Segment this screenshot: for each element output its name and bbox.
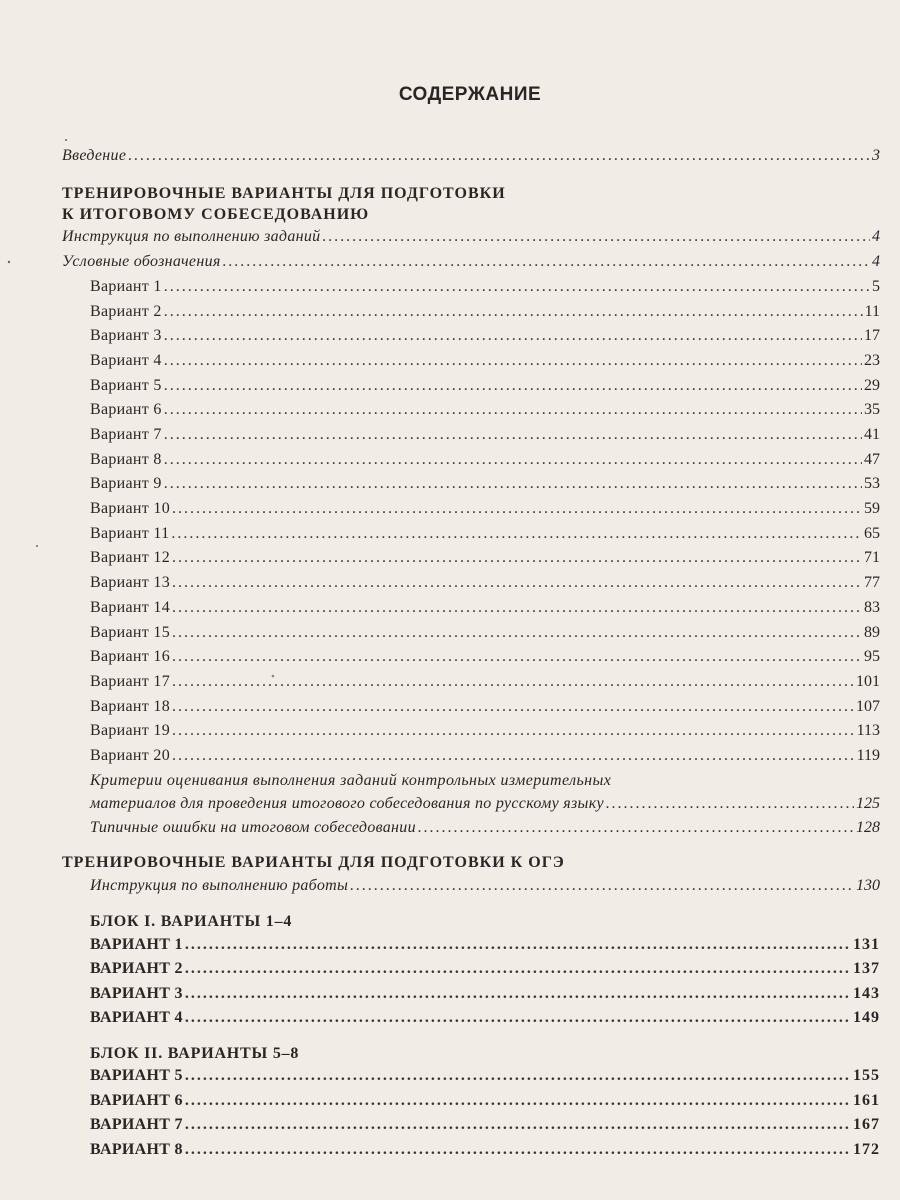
leader-dots	[172, 624, 862, 642]
toc-entry-label: Вариант 13	[90, 574, 170, 591]
toc-entry-oge-variant[interactable]	[90, 1116, 880, 1140]
toc-page-number: 35	[864, 401, 880, 418]
toc-entry-criteria-line1: Критерии оценивания выполнения заданий контрольных измерительных	[90, 772, 612, 789]
toc-entry-variant[interactable]	[90, 624, 880, 648]
leader-dots	[185, 1067, 851, 1085]
toc-entry-label: ВАРИАНТ 6	[90, 1092, 183, 1109]
block-heading-1: БЛОК I. ВАРИАНТЫ 1–4	[90, 913, 293, 930]
toc-entry-label: Вариант 20	[90, 747, 170, 764]
toc-entry-criteria[interactable]	[90, 795, 880, 819]
toc-page-number: 83	[864, 599, 880, 616]
toc-page-number: 5	[872, 278, 880, 295]
section-heading-oge: ТРЕНИРОВОЧНЫЕ ВАРИАНТЫ ДЛЯ ПОДГОТОВКИ К ОГЭ	[62, 854, 565, 871]
toc-entry-variant[interactable]	[90, 673, 880, 697]
toc-page-number: 172	[853, 1141, 880, 1158]
leader-dots	[128, 147, 870, 165]
toc-entry-variant[interactable]	[90, 599, 880, 623]
toc-entry-variant[interactable]	[90, 475, 880, 499]
toc-entry-variant[interactable]	[90, 722, 880, 746]
leader-dots	[185, 1092, 851, 1110]
leader-dots	[164, 278, 870, 296]
leader-dots	[223, 253, 870, 271]
leader-dots	[172, 673, 854, 691]
leader-dots	[172, 698, 854, 716]
leader-dots	[172, 500, 862, 518]
block-heading-2: БЛОК II. ВАРИАНТЫ 5–8	[90, 1045, 300, 1062]
toc-page-number: 11	[864, 303, 880, 320]
leader-dots	[171, 525, 862, 543]
toc-entry-label: Вариант 2	[90, 303, 162, 320]
toc-entry-label: Вариант 15	[90, 624, 170, 641]
toc-entry-intro[interactable]	[62, 147, 880, 171]
toc-page-number: 137	[853, 960, 880, 977]
toc-entry-label: Вариант 9	[90, 475, 162, 492]
leader-dots	[164, 426, 862, 444]
toc-entry-label: Инструкция по выполнению заданий	[62, 228, 321, 245]
toc-page-number: 128	[856, 819, 880, 836]
leader-dots	[172, 722, 855, 740]
toc-page-number: 107	[856, 698, 880, 715]
leader-dots	[172, 599, 862, 617]
leader-dots	[172, 549, 862, 567]
toc-entry-label: Вариант 4	[90, 352, 162, 369]
toc-entry-label: ВАРИАНТ 4	[90, 1009, 183, 1026]
toc-entry-variant[interactable]	[90, 352, 880, 376]
toc-entry-label: Вариант 16	[90, 648, 170, 665]
toc-page-number: 119	[856, 747, 880, 764]
toc-entry-label: Введение	[62, 147, 127, 164]
toc-page-number: 53	[864, 475, 880, 492]
toc-entry-label: Вариант 11	[90, 525, 170, 542]
toc-entry-variant[interactable]	[90, 747, 880, 771]
leader-dots	[164, 352, 862, 370]
toc-entry-label: Вариант 14	[90, 599, 170, 616]
toc-entry-variant[interactable]	[90, 574, 880, 598]
leader-dots	[185, 936, 851, 954]
toc-entry-label: Вариант 5	[90, 377, 162, 394]
toc-entry-label: Вариант 19	[90, 722, 170, 739]
leader-dots	[164, 303, 863, 321]
toc-page-number: 29	[864, 377, 880, 394]
page-title: СОДЕРЖАНИЕ	[398, 84, 542, 105]
toc-entry-variant[interactable]	[90, 278, 880, 302]
toc-page-number: 59	[864, 500, 880, 517]
toc-entry-label: Вариант 7	[90, 426, 162, 443]
toc-entry-variant[interactable]	[90, 648, 880, 672]
leader-dots	[185, 960, 851, 978]
toc-page-number: 77	[864, 574, 880, 591]
toc-entry-label: Вариант 17	[90, 673, 170, 690]
toc-entry-label: ВАРИАНТ 8	[90, 1141, 183, 1158]
toc-page-number: 125	[856, 795, 880, 812]
toc-page-number: 71	[864, 549, 880, 566]
toc-entry-variant[interactable]	[90, 401, 880, 425]
toc-entry-oge-variant[interactable]	[90, 936, 880, 960]
leader-dots	[322, 228, 870, 246]
toc-entry-label: ВАРИАНТ 3	[90, 985, 183, 1002]
toc-entry-oge-variant[interactable]	[90, 960, 880, 984]
toc-entry-label: Вариант 10	[90, 500, 170, 517]
leader-dots	[185, 1009, 851, 1027]
toc-page-number: 101	[856, 673, 880, 690]
leader-dots	[172, 574, 862, 592]
toc-entry-variant[interactable]	[90, 525, 880, 549]
toc-entry-oge-variant[interactable]	[90, 1009, 880, 1033]
toc-entry-label: Вариант 1	[90, 278, 162, 295]
toc-entry-label: Инструкция по выполнению работы	[90, 877, 349, 894]
speck	[65, 139, 67, 141]
toc-page-number: 131	[853, 936, 880, 953]
leader-dots	[164, 451, 862, 469]
toc-page-number: 4	[872, 228, 880, 245]
leader-dots	[185, 1116, 851, 1134]
leader-dots	[164, 401, 862, 419]
toc-page-number: 3	[872, 147, 880, 164]
toc-page-number: 4	[872, 253, 880, 270]
toc-entry-label: Типичные ошибки на итоговом собеседовании	[90, 819, 416, 836]
speck	[36, 545, 38, 547]
toc-entry-symbols[interactable]	[62, 253, 880, 277]
toc-entry-label: ВАРИАНТ 1	[90, 936, 183, 953]
leader-dots	[172, 747, 855, 765]
toc-entry-label: Вариант 18	[90, 698, 170, 715]
toc-entry-variant[interactable]	[90, 549, 880, 573]
toc-page-number: 41	[864, 426, 880, 443]
toc-page-number: 23	[864, 352, 880, 369]
speck	[8, 261, 10, 263]
toc-entry-oge-variant[interactable]	[90, 985, 880, 1009]
leader-dots	[418, 819, 854, 837]
toc-page-number: 95	[864, 648, 880, 665]
toc-entry-variant[interactable]	[90, 377, 880, 401]
toc-entry-instruction[interactable]	[62, 228, 880, 252]
toc-entry-label: ВАРИАНТ 2	[90, 960, 183, 977]
toc-entry-oge-variant[interactable]	[90, 1067, 880, 1091]
toc-entry-label: материалов для проведения итогового собеседования по русскому языку	[90, 795, 604, 812]
toc-entry-mistakes[interactable]	[90, 819, 880, 843]
section-heading-interview	[62, 183, 506, 225]
toc-entry-variant[interactable]	[90, 303, 880, 327]
toc-page-number: 65	[864, 525, 880, 542]
toc-entry-label: Вариант 8	[90, 451, 162, 468]
leader-dots	[606, 795, 854, 813]
leader-dots	[172, 648, 862, 666]
leader-dots	[164, 377, 862, 395]
leader-dots	[164, 327, 862, 345]
toc-entry-variant[interactable]	[90, 500, 880, 524]
leader-dots	[164, 475, 862, 493]
toc-page-number: 130	[856, 877, 880, 894]
toc-entry-oge-variant[interactable]	[90, 1092, 880, 1116]
toc-page-number: 89	[864, 624, 880, 641]
toc-entry-label: Условные обозначения	[62, 253, 221, 270]
toc-page-number: 167	[853, 1116, 880, 1133]
toc-page-number: 47	[864, 451, 880, 468]
section-heading-line: К ИТОГОВОМУ СОБЕСЕДОВАНИЮ	[62, 206, 370, 223]
toc-entry-variant[interactable]	[90, 327, 880, 351]
section-heading-line: ТРЕНИРОВОЧНЫЕ ВАРИАНТЫ ДЛЯ ПОДГОТОВКИ	[62, 185, 506, 202]
leader-dots	[185, 1141, 851, 1159]
toc-entry-label: Вариант 3	[90, 327, 162, 344]
toc-page-number: 17	[864, 327, 880, 344]
toc-entry-label: Вариант 12	[90, 549, 170, 566]
leader-dots	[185, 985, 851, 1003]
toc-page-number: 143	[853, 985, 880, 1002]
leader-dots	[350, 877, 854, 895]
toc-page-number: 113	[856, 722, 880, 739]
toc-entry-label: ВАРИАНТ 5	[90, 1067, 183, 1084]
toc-entry-oge-variant[interactable]	[90, 1141, 880, 1165]
toc-entry-variant[interactable]	[90, 426, 880, 450]
toc-entry-variant[interactable]	[90, 698, 880, 722]
toc-page-number: 155	[853, 1067, 880, 1084]
toc-page-number: 149	[853, 1009, 880, 1026]
toc-entry-oge-instruction[interactable]	[90, 877, 880, 901]
toc-page-number: 161	[853, 1092, 880, 1109]
toc-entry-label: ВАРИАНТ 7	[90, 1116, 183, 1133]
toc-entry-label: Вариант 6	[90, 401, 162, 418]
toc-entry-variant[interactable]	[90, 451, 880, 475]
